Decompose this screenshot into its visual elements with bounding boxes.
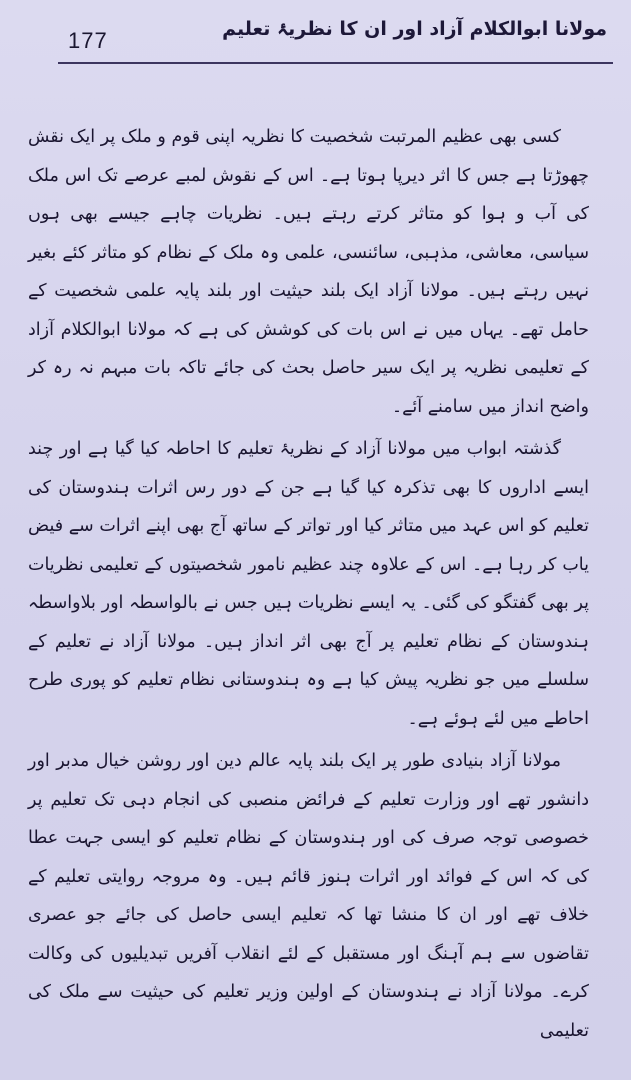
paragraph-1: کسی بھی عظیم المرتبت شخصیت کا نظریہ اپنی قوم و ملک پر ایک نقش چھوڑتا ہے جس کا اثر دیرپا ہوتا ہے۔ اس کے نقوش لمبے عرصے تک اس ملک کی آب و ہوا کو متاثر کرتے رہتے ہیں۔ نظریات چاہے جیسے بھی ہوں سیاسی، معاشی، مذہبی، سائنسی، علمی وہ ملک کے نظام کو متاثر کئے بغیر نہیں رہتے ہیں۔ مولانا آزاد ایک بلند حیثیت اور بلند پایہ علمی شخصیت کے حامل تھے۔ یہاں میں نے اس بات کی کوشش کی ہے کہ مولانا ابوالکلام آزاد کے تعلیمی نظریہ پر ایک سیر حاصل بحث کی جائے تاکہ بات مبہم نہ رہ کر واضح انداز میں سامنے آئے۔ [28, 127, 589, 417]
page-number: 177 [68, 28, 108, 53]
paragraph-2: گذشتہ ابواب میں مولانا آزاد کے نظریۂ تعلیم کا احاطہ کیا گیا ہے اور چند ایسے اداروں کا بھی تذکرہ کیا گیا ہے جن کے دور رس اثرات ہندوستان کی تعلیم کو اس عہد میں متاثر کیا اور تواتر کے ساتھ آج بھی اپنے اثرات سے فیض یاب کر رہا ہے۔ اس کے علاوہ چند عظیم نامور شخصیتوں کے تعلیمی نظریات پر بھی گفتگو کی گئی۔ یہ ایسے نظریات ہیں جس نے بالواسطہ اور بلاواسطہ ہندوستان کے نظام تعلیم پر آج بھی اثر انداز ہیں۔ مولانا آزاد نے تعلیم کے سلسلے میں جو نظریہ پیش کیا ہے وہ ہندوستانی نظام تعلیم کو پوری طرح احاطے میں لئے ہوئے ہے۔ [28, 439, 589, 729]
body-text [28, 118, 589, 1040]
header-divider [58, 62, 613, 64]
running-title: مولانا ابوالکلام آزاد اور ان کا نظریۂ تعلیم [222, 18, 607, 40]
paragraph-3: مولانا آزاد بنیادی طور پر ایک بلند پایہ عالم دین اور روشن خیال مدبر اور دانشور تھے اور وزارت تعلیم کے فرائض منصبی کی انجام دہی تک تعلیم پر خصوصی توجہ صرف کی اور ہندوستان کے نظام تعلیم کو ایسی جہت عطا کی کہ اس کے فوائد اور اثرات ہنوز قائم ہیں۔ وہ مروجہ روایتی تعلیم کے خلاف تھے اور ان کا منشا تھا کہ تعلیم ایسی حاصل کی جائے جو عصری تقاضوں سے ہم آہنگ اور مستقبل کے لئے انقلاب آفریں تبدیلیوں کی وکالت کرے۔ مولانا آزاد نے ہندوستان کے اولین وزیر تعلیم کی حیثیت سے ملک کی تعلیمی [28, 751, 589, 1041]
